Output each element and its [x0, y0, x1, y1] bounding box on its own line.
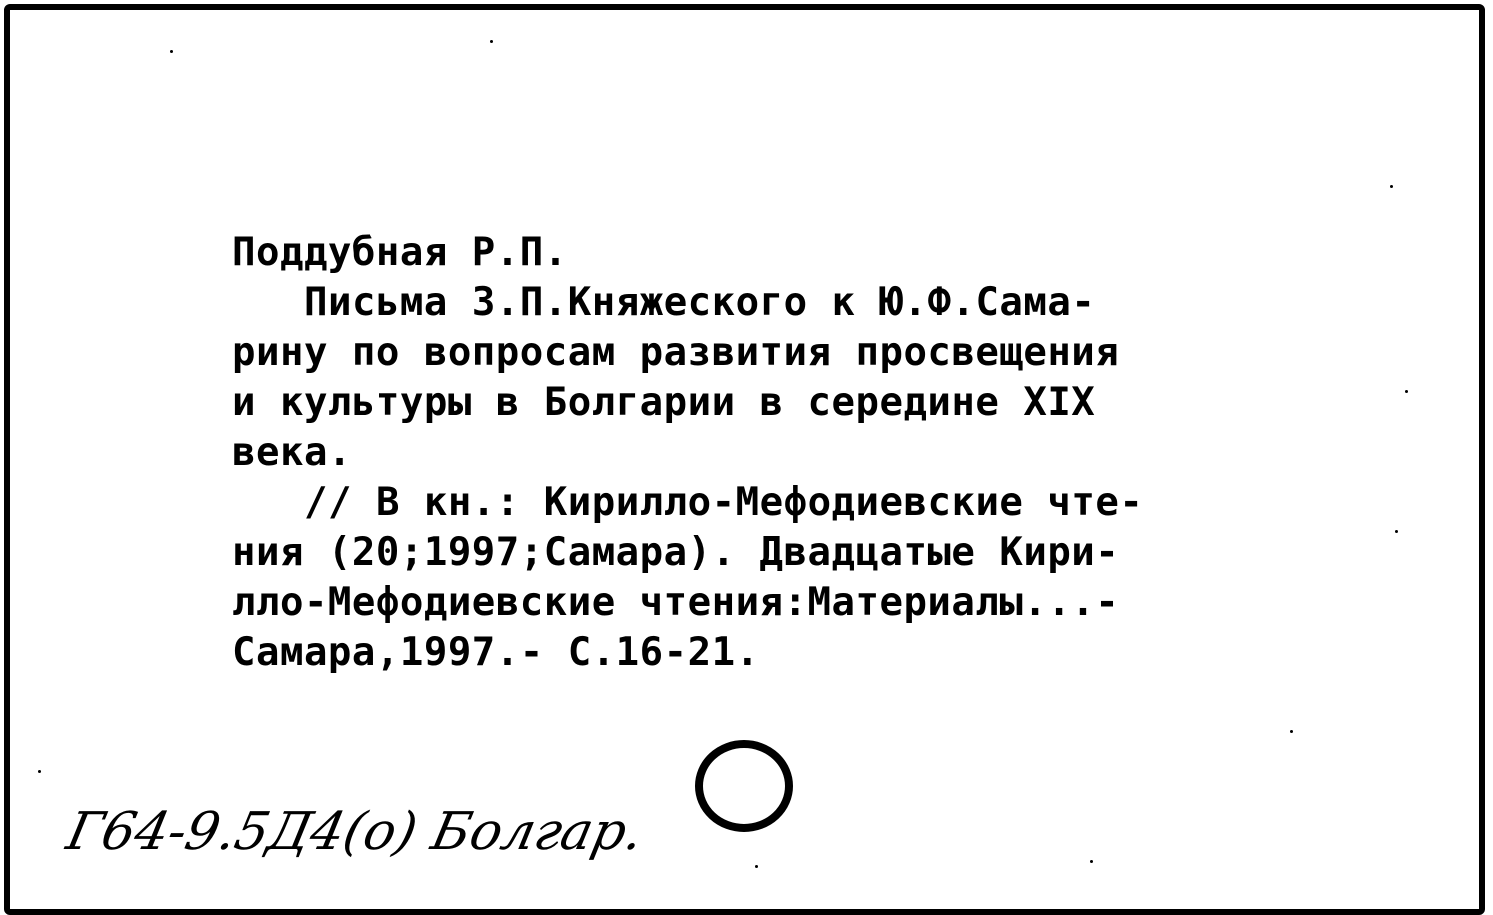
scan-speck — [490, 40, 493, 43]
title-line-4: века. — [232, 430, 352, 475]
source-line-2: ния (20;1997;Самара). Двадцатые Кири- — [232, 530, 1120, 575]
title-line-3: и культуры в Болгарии в середине XIX — [232, 380, 1096, 425]
scan-speck — [170, 50, 173, 53]
punch-hole-icon — [694, 738, 804, 853]
title-line-1: Письма З.П.Княжеского к Ю.Ф.Сама- — [304, 280, 1096, 325]
scan-speck — [1390, 185, 1393, 188]
scan-speck — [1395, 530, 1398, 533]
title-line-2: рину по вопросам развития просвещения — [232, 330, 1120, 375]
handwritten-shelfmark: Г64-9.5Д4(о) Болгар. — [61, 802, 649, 862]
source-line-3: лло-Мефодиевские чтения:Материалы...- — [232, 580, 1120, 625]
catalog-card — [4, 4, 1485, 915]
source-line-1: // В кн.: Кирилло-Мефодиевские чте- — [304, 480, 1144, 525]
scan-speck — [1405, 390, 1408, 393]
bibliographic-entry — [232, 228, 1192, 678]
scan-speck — [1090, 860, 1093, 863]
scan-speck — [1290, 730, 1293, 733]
source-line-4: Самара,1997.- С.16-21. — [232, 630, 760, 675]
scan-speck — [755, 865, 758, 868]
scan-speck — [38, 770, 41, 773]
author-line: Поддубная Р.П. — [232, 230, 568, 275]
